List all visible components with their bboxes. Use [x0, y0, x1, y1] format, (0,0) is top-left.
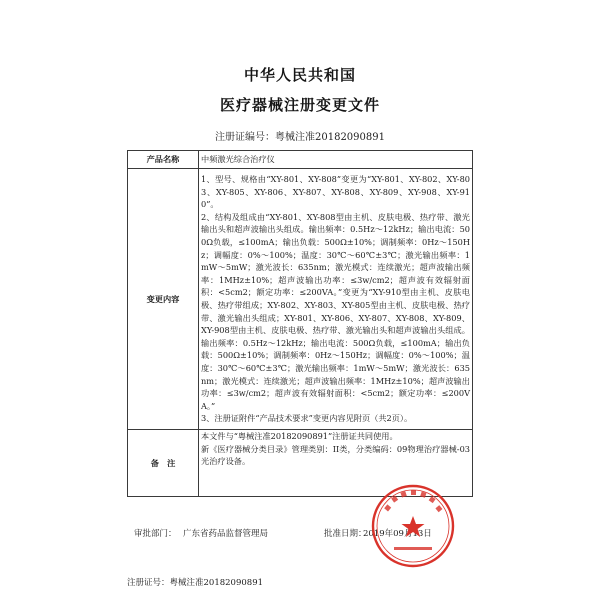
remark-line: 本文件与“粤械注准20182090891”注册证共同使用。 — [201, 431, 398, 441]
document-subtitle: 医疗器械注册变更文件 — [219, 96, 380, 114]
document-title: 中华人民共和国 — [243, 66, 356, 84]
remark-line: 新《医疗器械分类目录》管理类别：II类，分类编码：09物理治疗器械-03光治疗设备。 — [201, 443, 470, 467]
bottom-registration-value: 粤械注准20182090891 — [169, 578, 264, 588]
product-name-label: 产品名称 — [128, 151, 199, 169]
change-item: 1、型号、规格由“XY-801、XY-808”变更为“XY-801、XY-802、XY-803、XY-805、XY-806、XY-807、XY-808、XY-809、XY-908、XY-910”。 — [201, 174, 470, 210]
seal-star-icon — [402, 516, 425, 537]
bottom-registration-number — [127, 576, 263, 588]
remarks-text — [201, 430, 470, 468]
change-content-label: 变更内容 — [128, 169, 199, 430]
registration-change-table — [127, 150, 473, 497]
registration-number-line — [0, 128, 600, 143]
approval-department-value: 广东省药品监督管理局 — [183, 529, 269, 539]
change-item: 2、结构及组成由“XY-801、XY-808型由主机、皮肤电极、热疗带、激光输出头和超声波输出头组成。输出频率：0.5Hz～12kHz；输出电流：500Ω负载，≤100mA；输出负载：500Ω±10%；调制频率：0Hz～150Hz；调幅度：0%～100%；温度：30℃～60℃±3℃；激光输出频率：1mW～5mW；激光波长：635nm；激光模式：连续激光；超声波输出频率：1MHz±10%；超声波输出功率：≤3w/cm2；超声波有效辐射面积：<5cm2；额定功率：≤200VA。”变更为“XY-910型由主机、皮肤电极、热疗带组成；XY-802、XY-803、XY-805型由主机、皮肤电极、热疗带、激光输出头组成；XY-801、XY-806、XY-807、XY-808、XY-809、XY-908型由主机、皮肤电极、热疗带、激光输出头和超声波输出头组成。输出频率：0.5Hz～12kHz；输出电流：500Ω负载，≤100mA；输出负载：500Ω±10%；调制频率：0Hz～150Hz；调幅度：0%～100%；温度：30℃～60℃±3℃；激光输出频率：1mW～5mW；激光波长：635nm；激光模式：连续激光；超声波输出频率：1MHz±10%；超声波输出功率：≤3w/cm2；超声波有效辐射面积：<5cm2；额定功率：≤200VA。” — [201, 211, 470, 411]
bottom-registration-label: 注册证号： — [127, 578, 170, 588]
remarks-label: 备 注 — [128, 430, 199, 497]
table-row — [128, 169, 473, 430]
table-row — [128, 151, 473, 169]
change-item: 3、注册证附件“产品技术要求”变更内容见附页（共2页）。 — [201, 413, 413, 424]
approval-date-label: 批准日期： — [324, 529, 367, 539]
approval-department-label: 审批部门： — [134, 529, 177, 539]
product-name-value: 中频激光综合治疗仪 — [199, 151, 473, 169]
change-content-cell — [199, 169, 473, 430]
official-seal-stamp — [370, 483, 456, 569]
approval-date-value: 2019年09月13日 — [363, 529, 432, 539]
registration-number-value: 粤械注准20182090891 — [275, 132, 385, 143]
registration-number-label: 注册证编号： — [215, 132, 275, 143]
